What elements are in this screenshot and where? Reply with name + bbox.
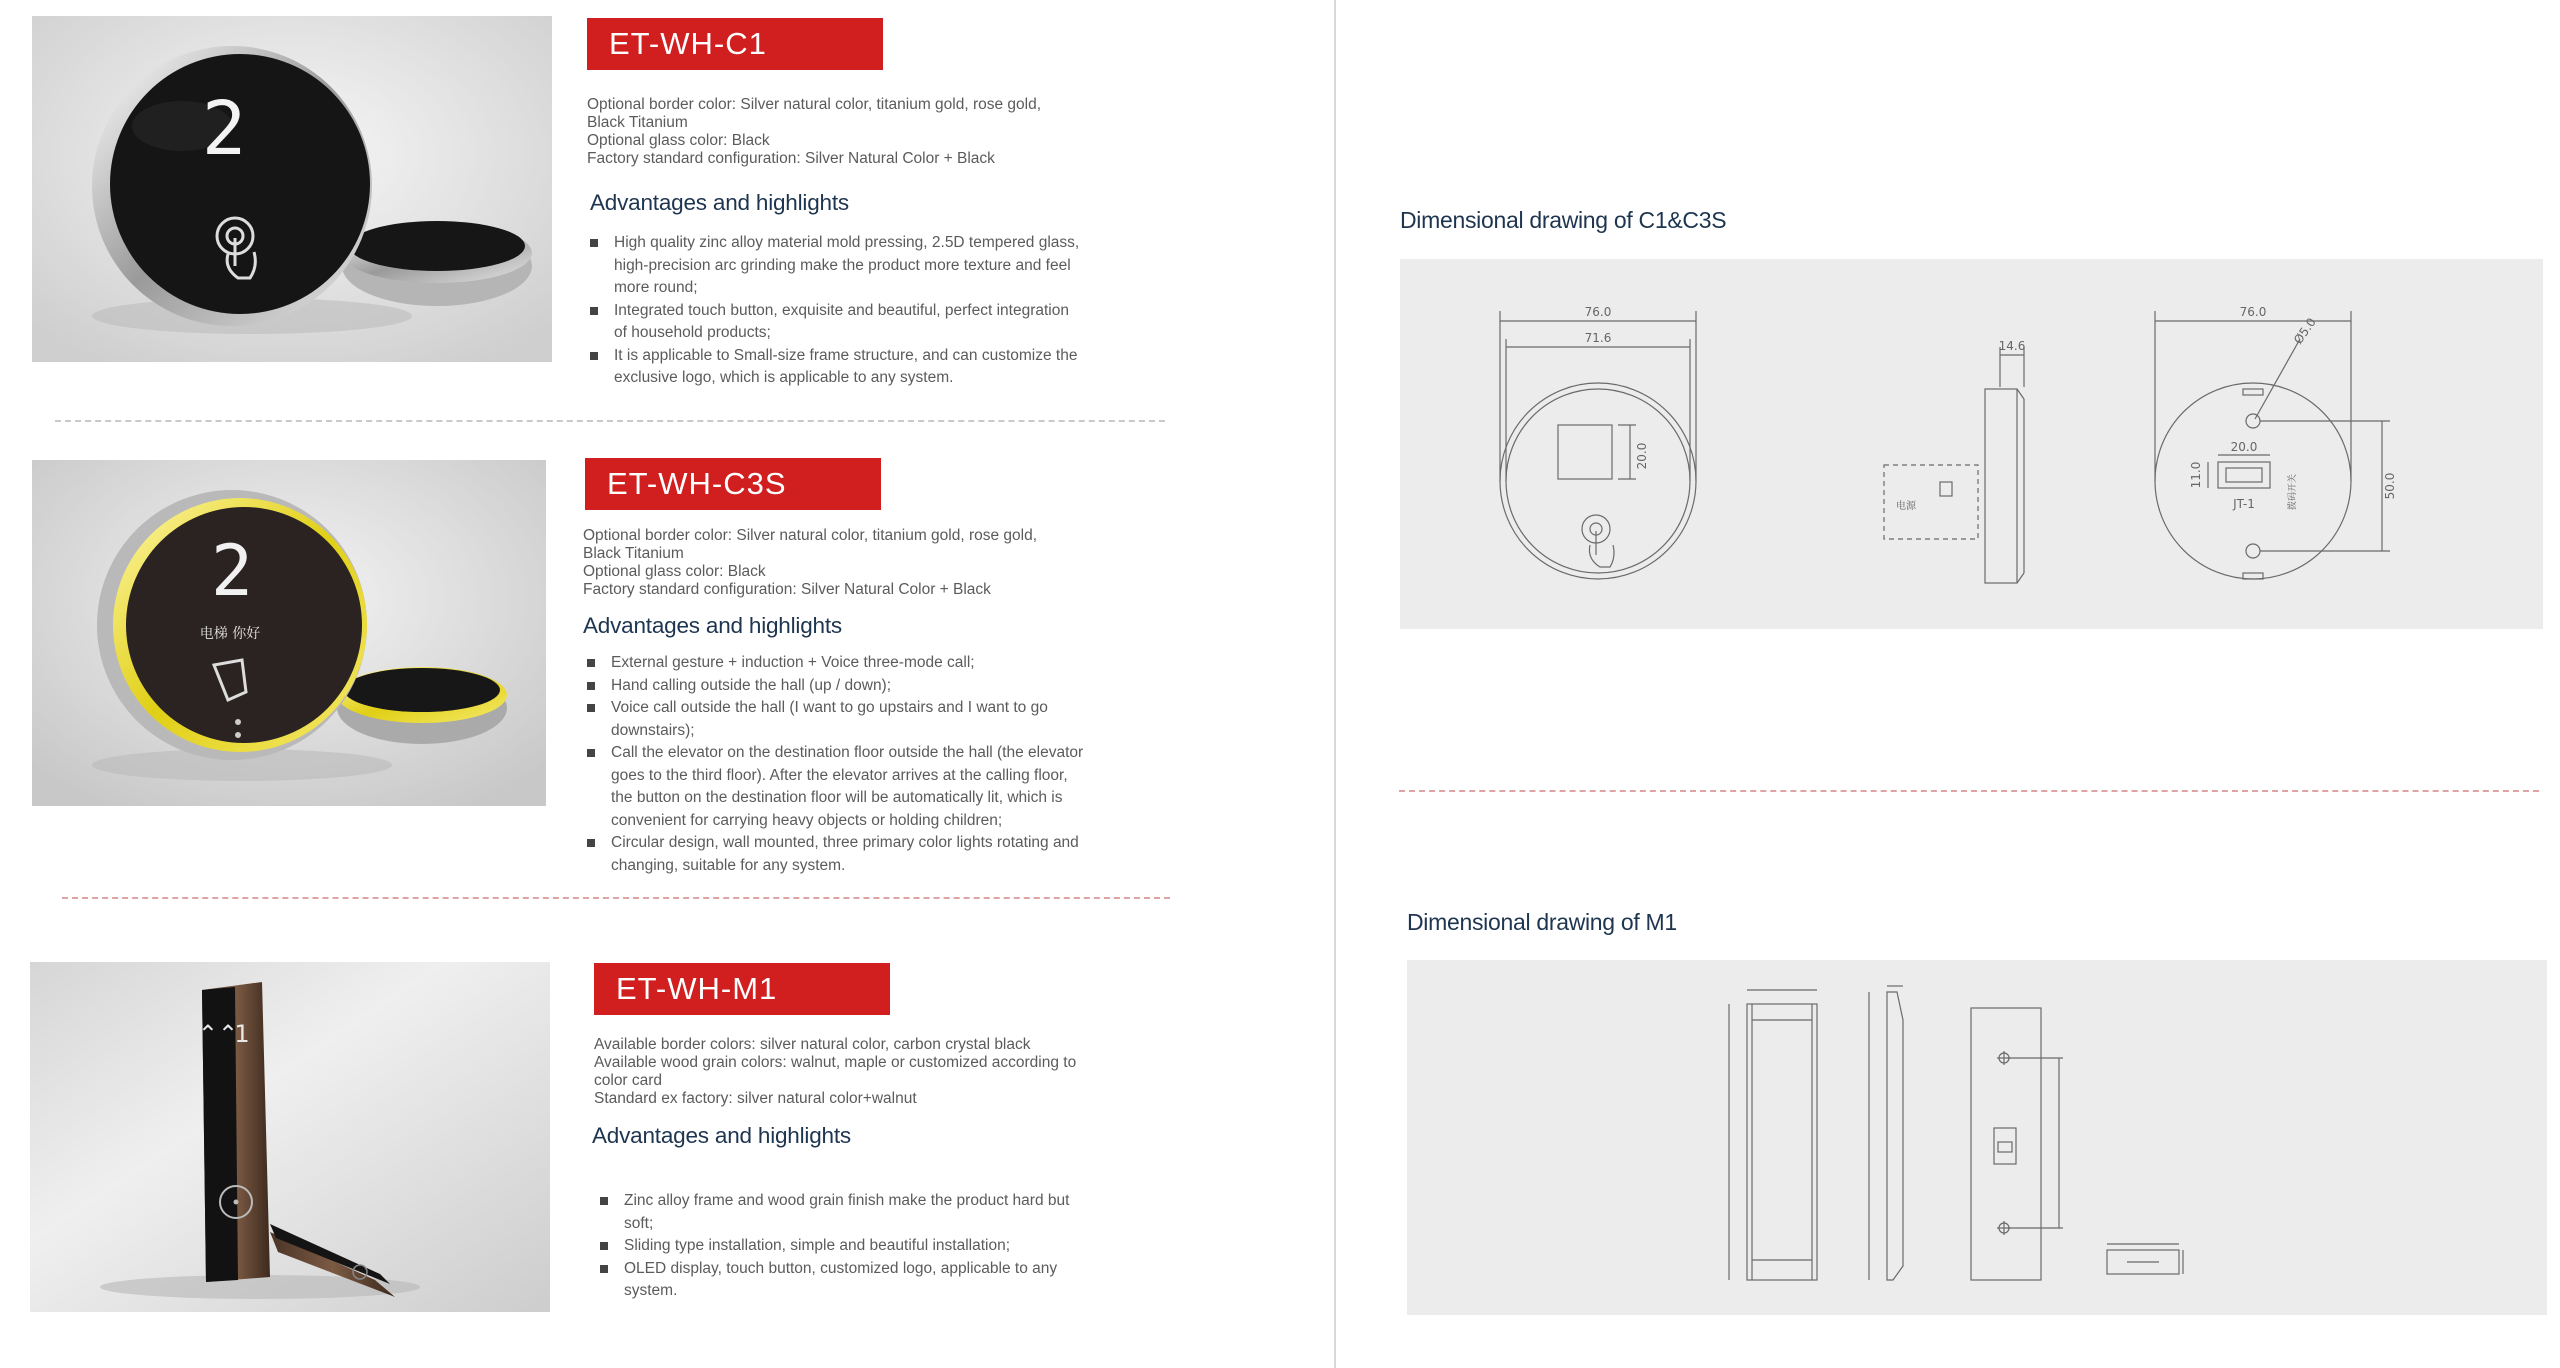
back-side-label: 拨码开关 [2288,473,2298,511]
bullet-list-c3s [585,652,1165,877]
bullet-item [585,742,1165,832]
bullet-line: soft; [624,1214,654,1232]
bullet-line: convenient for carrying heavy objects or holding children; [611,811,1003,829]
bullet-item [588,345,1148,390]
spec-line: Optional glass color: Black [583,563,766,580]
spec-line: Optional border color: Silver natural color, titanium gold, rose gold, [587,96,1042,113]
bullet-item [588,232,1148,300]
c3s-display-caption: 电梯 你好 [199,626,261,642]
dim-front-inner: 71.6 [1584,331,1612,345]
advantages-title-c3s: Advantages and highlights [583,613,842,638]
spec-m1 [594,1036,1154,1108]
bullet-line: more round; [614,279,698,296]
product-photo-c3s [32,460,546,806]
wall-box-label: 电源 [1896,501,1916,512]
drawing-title-c1-c3s: Dimensional drawing of C1&C3S [1400,207,1727,233]
dim-back-hole: Ø5.0 [2290,315,2319,347]
spec-line: Available wood grain colors: walnut, maple or customized according to [594,1054,1077,1071]
dim-back-connector-label: JT-1 [2233,497,2255,511]
dim-back-outer: 76.0 [2239,305,2267,319]
bullet-line: the button on the destination floor will be automatically lit, which is [611,789,1063,806]
bullet-line: high-precision arc grinding make the product more texture and feel [614,256,1071,274]
spec-line: Available border colors: silver natural color, carbon crystal black [594,1036,1031,1053]
m1-render [30,962,550,1312]
advantages-title-c1: Advantages and highlights [590,190,849,215]
dim-back-connector-w: 20.0 [2230,440,2258,454]
spec-line: Black Titanium [583,545,684,562]
bullet-line: Integrated touch button, exquisite and beautiful, perfect integration [614,301,1069,319]
bullet-line: Sliding type installation, simple and beautiful installation; [624,1237,1011,1254]
drawing-c1-c3s [1400,259,2543,629]
bullet-line: External gesture + induction + Voice three-mode call; [611,654,975,671]
dim-back-height: 50.0 [2383,472,2397,500]
c3s-render [32,460,546,806]
spec-line: color card [594,1072,663,1089]
bullet-line: It is applicable to Small-size frame structure, and can customize the [614,346,1078,364]
section-separator [55,420,1165,422]
spec-line: Factory standard configuration: Silver Natural Color + Black [583,581,991,598]
bullet-line: High quality zinc alloy material mold pressing, 2.5D tempered glass, [614,234,1080,251]
bullet-list-m1 [598,1190,1158,1303]
dim-front-outer: 76.0 [1584,305,1612,319]
c1-display-digit: 2 [201,86,247,172]
bullet-line: changing, suitable for any system. [611,856,846,874]
bullet-line: OLED display, touch button, customized logo, applicable to any [624,1259,1058,1277]
m1-technical-drawing [1407,960,2547,1315]
model-tag-c1: ET-WH-C1 [587,18,883,70]
spec-c1 [587,96,1147,168]
spec-line: Black Titanium [587,114,688,131]
dim-back-connector-h: 11.0 [2189,461,2203,489]
section-separator [1399,790,2539,792]
c1-c3s-technical-drawing [1400,259,2543,629]
c3s-display-digit: 2 [210,530,254,612]
spec-line: Standard ex factory: silver natural color+walnut [594,1090,917,1107]
section-separator [62,897,1170,899]
drawing-title-m1: Dimensional drawing of M1 [1407,909,1677,935]
m1-arrows-icon: ⌃⌃ [197,1020,239,1048]
spec-c3s [583,527,1143,599]
bullet-item [598,1235,1158,1258]
m1-display-digit: 1 [234,1020,250,1048]
bullet-item [585,652,1165,675]
spec-line: Optional border color: Silver natural color, titanium gold, rose gold, [583,527,1038,544]
spec-line: Factory standard configuration: Silver Natural Color + Black [587,150,995,167]
bullet-line: of household products; [614,324,771,341]
bullet-item [598,1190,1158,1235]
bullet-item [598,1258,1158,1303]
model-tag-c3s: ET-WH-C3S [585,458,881,510]
bullet-line: Circular design, wall mounted, three primary color lights rotating and [611,834,1079,851]
right-page [1337,0,2560,1368]
bullet-line: Hand calling outside the hall (up / down); [611,676,892,694]
dim-front-matrix: 20.0 [1635,442,1649,470]
bullet-item [585,832,1165,877]
bullet-line: system. [624,1282,678,1299]
drawing-m1 [1407,960,2547,1315]
product-photo-m1 [30,962,550,1312]
c1-render [32,16,552,362]
bullet-line: exclusive logo, which is applicable to any system. [614,369,954,386]
bullet-line: Call the elevator on the destination floor outside the hall (the elevator [611,744,1084,761]
bullet-line: Zinc alloy frame and wood grain finish make the product hard but [624,1192,1070,1209]
spec-line: Optional glass color: Black [587,132,770,149]
bullet-item [588,300,1148,345]
bullet-line: Voice call outside the hall (I want to go upstairs and I want to go [611,699,1048,716]
bullet-line: goes to the third floor). After the elevator arrives at the calling floor, [611,766,1068,784]
bullet-line: downstairs); [611,721,695,739]
dimension-labels [1585,305,2397,512]
advantages-title-m1: Advantages and highlights [592,1123,851,1148]
bullet-item [585,675,1165,698]
bullet-list-c1 [588,232,1148,390]
product-photo-c1 [32,16,552,362]
model-tag-m1: ET-WH-M1 [594,963,890,1015]
bullet-item [585,697,1165,742]
dim-side-depth: 14.6 [1998,339,2026,353]
